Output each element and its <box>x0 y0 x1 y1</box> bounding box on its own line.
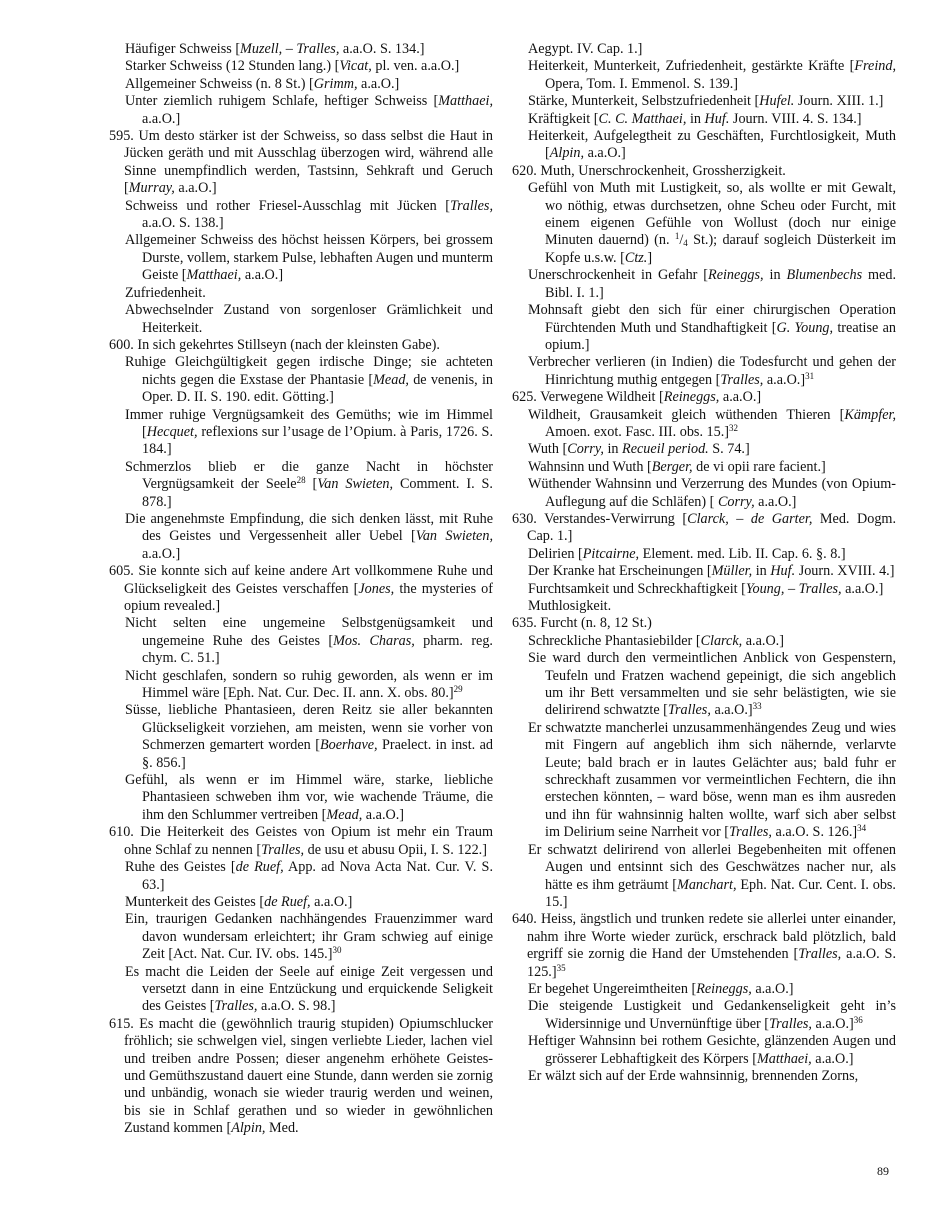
symptom-entry: Wildheit, Grausamkeit gleich wüthenden Thieren [Kämpfer, Amoen. exot. Fasc. III. obs. 15.]$^{32}$ <box>528 406 896 440</box>
numbered-entry: 595. Um desto stärker ist der Schweiss, so dass selbst die Haut in Jücken geräth und mit Ausschlag überzogen wird, während alle Sinne unempfindlich werden, Tastsinn, Sehkraft und Geruch [Murray, a.a.O.] <box>109 128 493 197</box>
symptom-entry: Muthlosigkeit. <box>528 598 612 614</box>
symptom-entry: Die steigende Lustigkeit und Gedankenseligkeit geht in’s Widersinnige und Unvernünftige über [Tralles, a.a.O.]$^{36}$ <box>528 998 896 1032</box>
symptom-entry: Allgemeiner Schweiss des höchst heissen Körpers, bei grossem Durste, vollem, starkem Pulse, lebhaften Augen und munterm Geiste [Matthaei, a.a.O.] <box>125 232 493 284</box>
symptom-entry: Kräftigkeit [C. C. Matthaei, in Huf. Journ. VIII. 4. S. 134.] <box>528 110 862 127</box>
symptom-entry: Abwechselnder Zustand von sorgenloser Grämlichkeit und Heiterkeit. <box>125 302 493 336</box>
symptom-entry: Nicht selten eine ungemeine Selbstgenügsamkeit und ungemeine Ruhe des Geistes [Mos. Charas, pharm. reg. chym. C. 51.] <box>125 615 493 667</box>
symptom-entry: Wuth [Corry, in Recueil period. S. 74.] <box>528 441 750 458</box>
symptom-entry: Wahnsinn und Wuth [Berger, de vi opii rare facient.] <box>528 458 826 475</box>
symptom-entry: Süsse, liebliche Phantasieen, deren Reitz sie aller bekannten Glückseligkeit vorziehen, am meisten, wenn sie vorher von Schmerzen gemartert worden [Boerhave, Praelect. in inst. ad §. 856.] <box>125 702 493 771</box>
left-column <box>109 41 493 1138</box>
symptom-entry: Stärke, Munterkeit, Selbstzufriedenheit [Hufel. Journ. XIII. 1.] <box>528 93 884 110</box>
numbered-entry: 635. Furcht (n. 8, 12 St.) <box>512 615 652 632</box>
symptom-entry: Nicht geschlafen, sondern so ruhig geworden, als wenn er im Himmel wäre [Eph. Nat. Cur. Dec. II. ann. X. obs. 80.]$^{29}$ <box>125 667 493 702</box>
symptom-entry: Er schwatzte mancherlei unzusammenhängendes Zeug und wies mit Fingern auf angeblich ihm sich nähernde, verlarvte Leute; bald brach er in lautes Gelächter aus; bald fuhr er schreckhaft zusammen vor vermeintlichen Fechtern, die ihn erstechen könnten, – ward böse, wenn man es ihm ausreden und ihn für wahnsinnig halten wollte, warf sich aber selbst im Delirium seine Narrheit vor [Tralles, a.a.O. S. 126.]$^{34}$ <box>528 719 896 841</box>
symptom-entry: Der Kranke hat Erscheinungen [Müller, in Huf. Journ. XVIII. 4.] <box>528 563 895 580</box>
numbered-entry: 605. Sie konnte sich auf keine andere Art vollkommene Ruhe und Glückseligkeit des Geistes verschaffen [Jones, the mysteries of opium revealed.] <box>109 563 493 614</box>
symptom-entry: Heiterkeit, Aufgelegtheit zu Geschäften, Furchtlosigkeit, Muth [Alpin, a.a.O.] <box>528 128 896 162</box>
symptom-entry: Schmerzlos blieb er die ganze Nacht in höchster Vergnügsamkeit der Seele$^{28}$ [Van Swieten, Comment. I. S. 878.] <box>125 458 493 510</box>
symptom-entry: Sie ward durch den vermeintlichen Anblick von Gespenstern, Teufeln und Fratzen wachend gepeinigt, die sich angeblich um ihr Bett versammelten und sie sehr belästigten, wie sie delirirend schwatzte [Tralles, a.a.O.]$^{33}$ <box>528 650 896 719</box>
symptom-entry: Er schwatzt delirirend von allerlei Begebenheiten mit offenen Augen und entsinnt sich des Geschwätzes nacher nur, als hätte es ihm geträumt [Manchart, Eph. Nat. Cur. Cent. I. obs. 15.] <box>528 841 896 910</box>
numbered-entry: 625. Verwegene Wildheit [Reineggs, a.a.O.] <box>512 389 762 406</box>
symptom-entry: Es macht die Leiden der Seele auf einige Zeit vergessen und versetzt dann in eine Entzückung und erquickende Seligkeit des Geistes [Tralles, a.a.O. S. 98.] <box>125 963 493 1015</box>
symptom-entry: Ein, traurigen Gedanken nachhängendes Frauenzimmer ward davon wundersam erleichtert; ihr Gram schwieg auf einige Zeit [Act. Nat. Cur. IV. obs. 145.]$^{30}$ <box>125 911 493 963</box>
symptom-entry: Heiterkeit, Munterkeit, Zufriedenheit, gestärkte Kräfte [Freind, Opera, Tom. I. Emmenol. S. 139.] <box>528 58 896 92</box>
symptom-entry: Die angenehmste Empfindung, die sich denken lässt, mit Ruhe des Geistes und Vergessenheit aller Uebel [Van Swieten, a.a.O.] <box>125 510 493 562</box>
numbered-entry: 640. Heiss, ängstlich und trunken redete sie allerlei unter einander, nahm ihre Worte wieder zurück, erschrack bald plötzlich, bald ergriff sie zornig die Hand der Umstehenden [Tralles, a.a.O. S. 125.]$^{35}$ <box>512 911 896 980</box>
symptom-entry: Schweiss und rother Friesel-Ausschlag mit Jücken [Tralles, a.a.O. S. 138.] <box>125 197 493 232</box>
symptom-entry: Zufriedenheit. <box>125 284 206 301</box>
symptom-entry: Ruhige Gleichgültigkeit gegen irdische Dinge; sie achteten nichts gegen die Exstase der Phantasie [Mead, de venenis, in Oper. D. II. S. 190. edit. Götting.] <box>125 354 494 406</box>
symptom-entry: Starker Schweiss (12 Stunden lang.) [Vicat, pl. ven. a.a.O.] <box>125 58 460 75</box>
symptom-entry: Unter ziemlich ruhigem Schlafe, heftiger Schweiss [Matthaei, a.a.O.] <box>125 93 493 127</box>
symptom-entry: Delirien [Pitcairne, Element. med. Lib. II. Cap. 6. §. 8.] <box>528 545 846 562</box>
symptom-entry: Gefühl, als wenn er im Himmel wäre, starke, liebliche Phantasieen schweben ihm vor, wie wachende Träume, die ihm den Schlummer vertreiben [Mead, a.a.O.] <box>125 772 493 823</box>
numbered-entry: 600. In sich gekehrtes Stillseyn (nach der kleinsten Gabe). <box>109 336 440 353</box>
symptom-entry: Verbrecher verlieren (in Indien) die Todesfurcht und gehen der Hinrichtung muthig entgegen [Tralles, a.a.O.]$^{31}$ <box>528 354 896 388</box>
symptom-entry: Immer ruhige Vergnügsamkeit des Gemüths; wie im Himmel [Hecquet, reflexions sur l’usage de l’Opium. à Paris, 1726. S. 184.] <box>125 406 493 458</box>
symptom-entry: Ruhe des Geistes [de Ruef, App. ad Nova Acta Nat. Cur. V. S. 63.] <box>125 859 493 893</box>
symptom-entry: Gefühl von Muth mit Lustigkeit, so, als wollte er mit Gewalt, wo nöthig, etwas durchsetzen, ohne Scheu oder Furcht, mit einem eigenen Gefühle von Wollust (doch nur einige Minuten dauernd) (n. $^1/_4$ St.); darauf sogleich Düsterkeit im Kopfe u.s.w. [Ctz.] <box>528 180 896 266</box>
numbered-entry: 620. Muth, Unerschrockenheit, Grossherzigkeit. <box>512 162 786 179</box>
symptom-entry: Furchtsamkeit und Schreckhaftigkeit [Young, – Tralles, a.a.O.] <box>528 580 884 597</box>
symptom-entry: Munterkeit des Geistes [de Ruef, a.a.O.] <box>125 893 353 910</box>
symptom-entry: Er wälzt sich auf der Erde wahnsinnig, brennenden Zorns, <box>528 1067 859 1084</box>
symptom-entry: Allgemeiner Schweiss (n. 8 St.) [Grimm, a.a.O.] <box>125 75 400 92</box>
symptom-entry: Wüthender Wahnsinn und Verzerrung des Mundes (von Opium-Auflegung auf die Schläfen) [ Corry, a.a.O.] <box>528 476 896 510</box>
page-number: 89 <box>877 1164 889 1178</box>
numbered-entry: 615. Es macht die (gewöhnlich traurig stupiden) Opiumschlucker fröhlich; sie schwelgen viel, singen verliebte Lieder, lachen viel und treiben andre Possen; dieser angenehm erhöhete Geistes- und Gemüthszustand dauert eine Stunde, dann werden sie zornig und unbändig, wonach sie wieder traurig werden und weinen, bis sie in Schlaf gerathen und so wieder in gewöhnlichen Zustand kommen [Alpin, Med. <box>109 1015 493 1137</box>
symptom-entry: Er begehet Ungereimtheiten [Reineggs, a.a.O.] <box>528 980 794 997</box>
symptom-entry: Schreckliche Phantasiebilder [Clarck, a.a.O.] <box>528 632 784 649</box>
numbered-entry: 630. Verstandes-Verwirrung [Clarck, – de Garter, Med. Dogm. Cap. 1.] <box>512 510 896 545</box>
symptom-entry: Heftiger Wahnsinn bei rothem Gesichte, glänzenden Augen und grösserer Lebhaftigkeit des Körpers [Matthaei, a.a.O.] <box>528 1033 896 1067</box>
symptom-entry: Häufiger Schweiss [Muzell, – Tralles, a.a.O. S. 134.] <box>125 41 425 57</box>
symptom-entry: Mohnsaft giebt den sich für einer chirurgischen Operation Fürchtenden Muth und Standhaftigkeit [G. Young, treatise an opium.] <box>528 302 896 353</box>
right-column <box>512 41 896 1085</box>
symptom-entry: Unerschrockenheit in Gefahr [Reineggs, in Blumenbechs med. Bibl. I. 1.] <box>528 267 896 301</box>
numbered-entry: 610. Die Heiterkeit des Geistes von Opium ist mehr ein Traum ohne Schlaf zu nennen [Tralles, de usu et abusu Opii, I. S. 122.] <box>109 824 493 858</box>
symptom-entry: Aegypt. IV. Cap. 1.] <box>528 41 643 57</box>
